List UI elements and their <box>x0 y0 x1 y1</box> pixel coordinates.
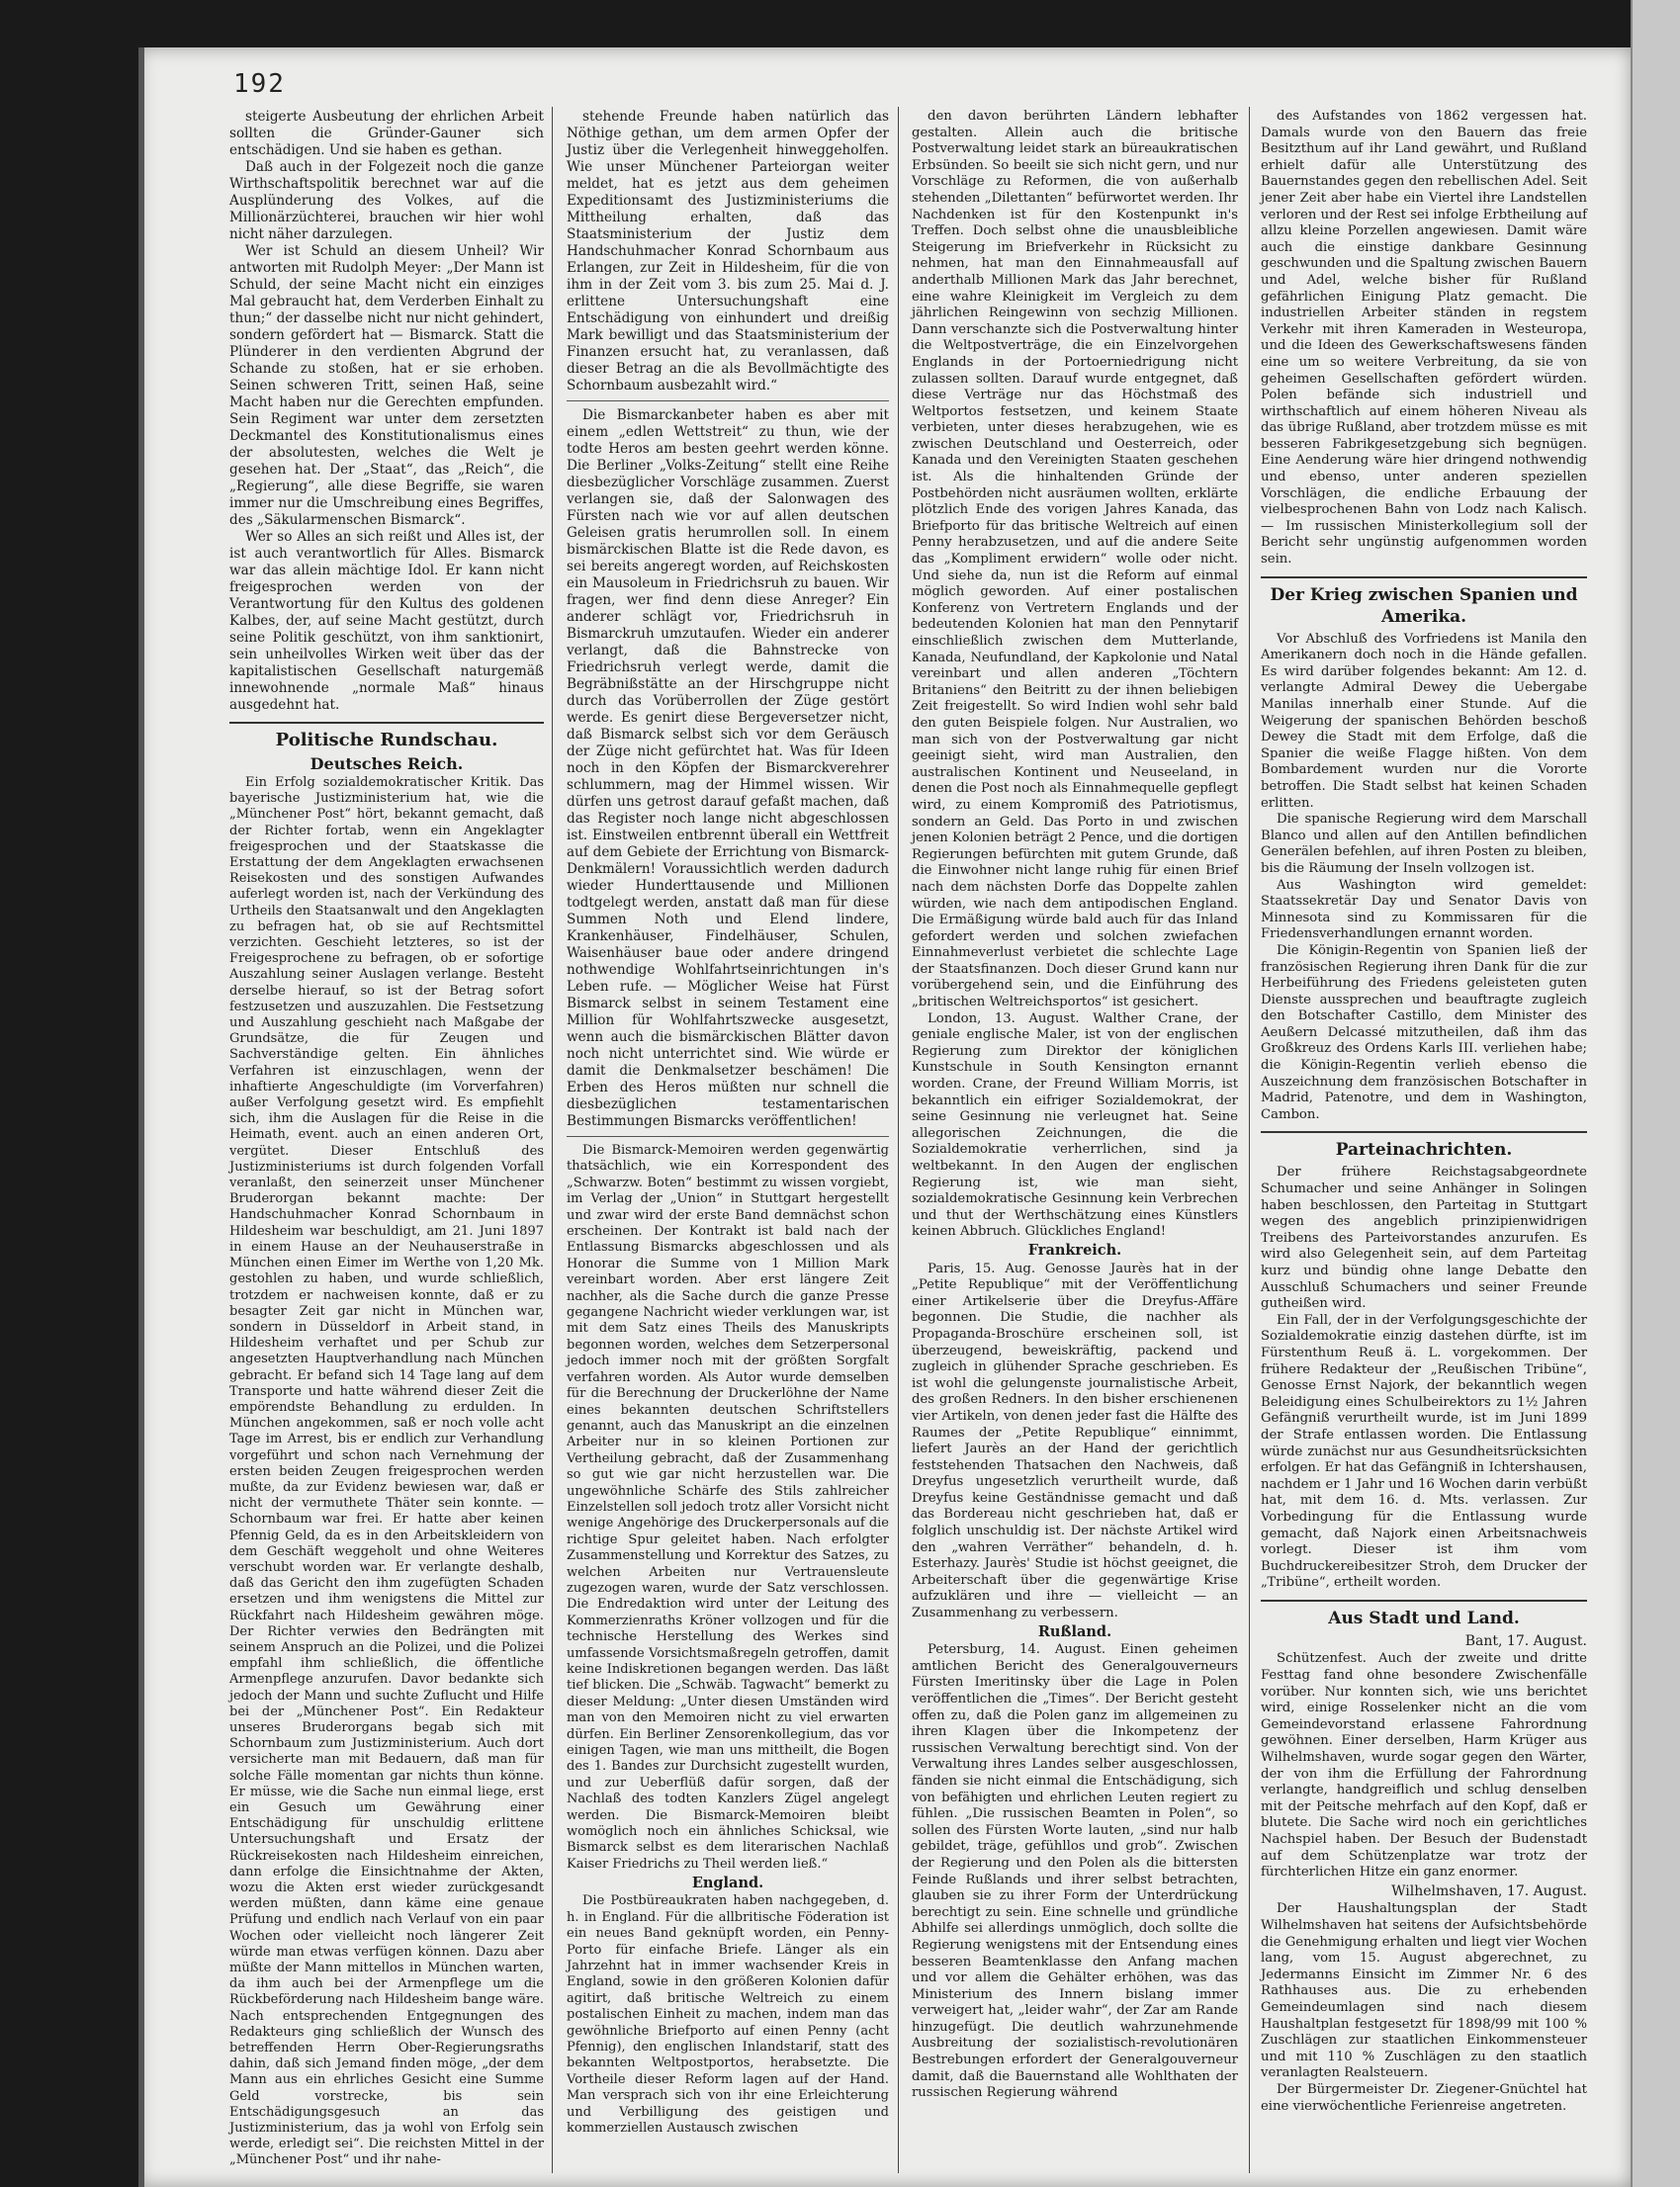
article-paragraph: Die Bismarckanbeter haben es aber mit einem „edlen Wettstreit“ zu thun, wie der todte Heros am besten geehrt werden könne. Die Berliner „Volks-Zeitung“ stellt eine Reihe diesbezüglicher Vorschläge zusammen. Zuerst verlangen sie, daß der Salonwagen des Fürsten nach wie vor auf allen deutschen Geleisen gratis herumrollen soll. In einem bismärckischen Blatte ist die Rede davon, es sei bereits angeregt worden, auf Reichskosten ein Mausoleum in Friedrichsruh zu bauen. Wir fragen, wer find denn diese Anreger? Ein anderer schlägt vor, Friedrichsruh in Bismarckruh umzutaufen. Wieder ein anderer verlangt, daß die Bahnstrecke von Friedrichsruh verlegt werde, damit die Begräbnißstätte an der Hirschgruppe nicht durch das Vorüberrollen der Züge gestört werde. Es genirt diese Bergeversetzer nicht, daß Bismarck selbst sich vor dem Geräusch der Züge nicht gefürchtet hat. Was für Ideen noch in den Köpfen der Bismarckverehrer schlummern, mag der Himmel wissen. Wir dürfen uns getrost darauf gefaßt machen, daß das Register noch lange nicht abgeschlossen ist. Einstweilen entbrennt überall ein Wettfreit auf dem Gebiete der Errichtung von Bismarck-Denkmälern! Voraussichtlich werden dadurch wieder Hunderttausende und Millionen todtgelegt werden, anstatt daß man für diese Summen Noth und Elend lindere, Krankenhäuser, Findelhäuser, Schulen, Waisenhäuser baue oder andere dringend nothwendige Wohlfahrtseinrichtungen in's Leben rufe. — Möglicher Weise hat Fürst Bismarck selbst in seinem Testament eine Million für Wohlfahrtszwecke ausgesetzt, wenn auch die bismärckischen Blätter davon noch nicht unterrichtet sind. Wie würde er damit die Denkmalsetzer beschämen! Die Erben des Heros müßten nur schnell die diesbezüglichen testamentarischen Bestimmungen Bismarcks veröffentlichen! <box>567 407 889 1129</box>
article-paragraph: Vor Abschluß des Vorfriedens ist Manila den Amerikanern doch noch in die Hände gefallen. Es wird darüber folgendes bekannt: Am 12. d. verlangte Admiral Dewey die Uebergabe Manilas innerhalb einer Stunde. Auf die Weigerung der spanischen Behörden beschoß Dewey die Stadt mit dem Erfolge, daß die Spanier die weiße Flagge hißten. Von dem Bombardement wurden nur die Vororte betroffen. Die Stadt selbst hat keinen Schaden erlitten. <box>1261 631 1587 811</box>
article-paragraph: Daß auch in der Folgezeit noch die ganze Wirthschaftspolitik berechnet war auf die Ausplünderung des Volkes, auf die Millionärzüchterei, brauchen wir hier wohl nicht näher darzulegen. <box>229 159 544 242</box>
article-divider <box>567 1136 889 1137</box>
section-divider <box>229 722 544 724</box>
column-2 <box>567 109 889 2137</box>
article-paragraph: Die Bismarck-Memoiren werden gegenwärtig thatsächlich, wie ein Korrespondent des „Schwarzw. Boten“ bestimmt zu wissen vorgiebt, im Verlag der „Union“ in Stuttgart hergestellt und zwar wird der erste Band demnächst schon erscheinen. Der Kontrakt ist bald nach der Entlassung Bismarcks abgeschlossen und als Honorar die Summe von 1 Million Mark vereinbart worden. Aber erst längere Zeit nachher, als die Sache durch die ganze Presse gegangene Nachricht wieder verklungen war, ist mit dem Satz eines Theils des Manuskripts begonnen worden, welches dem Setzerpersonal jedoch immer noch mit der größten Sorgfalt verfahren worden. Als Autor wurde demselben für die Berechnung der Druckerlöhne der Name eines bekannten deutschen Schriftstellers genannt, auch das Manuskript an die einzelnen Arbeiter nur in so kleinen Portionen zur Vertheilung gebracht, daß der Zusammenhang so gut wie gar nicht herzustellen war. Die ungewöhnliche Schärfe des Stils zahlreicher Einzelstellen soll jedoch trotz aller Vorsicht nicht wenige Angehörige des Druckerpersonals auf die richtige Spur geleitet haben. Nach erfolgter Zusammenstellung und Korrektur des Satzes, zu welchen Arbeiten nur Vertrauensleute zugezogen waren, wurde der Satz verschlossen. Die Endredaktion wird unter der Leitung des Kommerzienraths Kröner vollzogen und für die technische Herstellung des Werkes sind umfassende Vorsichtsmaßregeln getroffen, damit keine Indiskretionen begangen werden. Das läßt tief blicken. Die „Schwäb. Tagwacht“ bemerkt zu dieser Meldung: „Unter diesen Umständen wird man von den Memoiren nicht zu viel erwarten dürfen. Ein Berliner Zensorenkollegium, das vor einigen Tagen, wie man uns mittheilt, die Bogen des 1. Bandes zur Durchsicht zugestellt wurden, und zur Ueberflüß dafür sorgen, daß der Nachlaß des todten Kanzlers Zügel angelegt werden. Die Bismarck-Memoiren bleibt womöglich noch ein ähnliches Schicksal, wie Bismarck selbst es dem literarischen Nachlaß Kaiser Friedrichs zu Theil werden ließ.“ <box>567 1143 889 1872</box>
article-paragraph: Wer so Alles an sich reißt und Alles ist, der ist auch verantwortlich für Alles. Bismarck war das allein mächtige Idol. Er kann nicht freigesprochen werden von der Verantwortung für den Kultus des goldenen Kalbes, der, auf seine Macht gestützt, durch seine Politik geschützt, von ihm sanktionirt, sein unheilvolles Wirken weit über das der kapitalistischen Gesellschaft naturgemäß innewohnende „normale Maß“ hinaus ausgedehnt hat. <box>229 529 544 713</box>
article-paragraph: Petersburg, 14. August. Einen geheimen amtlichen Bericht des Generalgouverneurs Fürsten Imeritinsky über die Lage in Polen veröffentlichen die „Times“. Der Bericht gesteht offen zu, daß die Polen ganz im allgemeinen zu ihren Klagen über die Inkompetenz der russischen Verwaltung berechtigt sind. Von der Verwaltung ihres Landes selber ausgeschlossen, fänden sie nicht einmal die Entschädigung, sich von befähigten und ehrlichen Leuten regiert zu fühlen. „Die russischen Beamten in Polen“, so sollen des Fürsten Worte lauten, „sind nur halb gebildet, träge, gefühllos und grob“. Zwischen der Regierung und den Polen als die bittersten Feinde Rußlands und ihrer selbst betrachten, glauben sie zu ihrer Form der Unterdrückung berechtigt zu sein. Eine schnelle und gründliche Abhilfe sei allerdings unmöglich, doch sollte die Regierung wenigstens mit der Entsendung eines besseren Beamtenklasse den Anfang machen und vor allem die Gehälter erhöhen, was das Ministerium des Innern bislang immer verweigert hat, „leider wahr“, der Zar am Rande hinzugefügt. Die deutlich wahrzunehmende Ausbreitung der sozialistisch-revolutionären Bestrebungen erfordert der Generalgouverneur damit, daß die Bauernstand alle Wohlthaten der russischen Regierung während <box>912 1642 1238 2101</box>
section-title: Der Krieg zwischen Spanien und Amerika. <box>1270 584 1578 627</box>
article-paragraph: den davon berührten Ländern lebhafter gestalten. Allein auch die britische Postverwaltung leidet stark an büreaukratischen Erbsünden. So beeilt sie sich nicht gern, und nur Vorschläge zu Reformen, die von außerhalb stehenden „Dilettanten“ befürwortet werden. Ihr Nachdenken ist für den Kostenpunkt in's Treffen. Doch selbst ohne die unausbleibliche Steigerung im Briefverkehr in Rücksicht zu nehmen, hat man den Einnahmeausfall auf anderthalb Millionen Mark das Jahr berechnet, eine wahre Kleinigkeit im Vergleich zu dem jährlichen Reingewinn von sechzig Millionen. Dann verschanzte sich die Postverwaltung hinter die Weltpostverträge, die ein Einzelvorgehen Englands in der Portoerniedrigung nicht zulassen sollten. Darauf wurde entgegnet, daß diese Verträge nur das Höchstmaß des Weltportos festsetzen, und keinem Staate verbieten, unter dieses herabzugehen, wie es zwischen Deutschland und Oesterreich, oder Kanada und den Vereinigten Staaten geschehen ist. Als die hinhaltenden Gründe der Postbehörden nicht ausräumen wollten, erklärte plötzlich Ende des vorigen Jahres Kanada, das Briefporto für das britische Weltreich auf einen Penny herabzusetzen, und auf die andere Seite das „Kompliment erwidern“ wolle oder nicht. Und siehe da, nun ist die Reform auf einmal möglich geworden. Auf einer postalischen Konferenz von Vertretern Englands und der bedeutenden Kolonien hat man den Pennytarif einschließlich zwischen dem Mutterlande, Kanada, Neufundland, der Kapkolonie und Natal vereinbart und allen anderen „Töchtern Britaniens“ den Beitritt zu der ihnen beliebigen Zeit freigestellt. So wird Indien wohl sehr bald den guten Beispiele folgen. Nur Australien, wo man sich von der Postverwaltung gar nicht geeinigt sieht, wird man Australien, den australischen Kontinent und Neuseeland, in denen die Post noch als Einnahmequelle gepflegt wird, zu einem Kompromiß des Patriotismus, sondern an Geld. Das Porto in und zwischen jenen Kolonien beträgt 2 Pence, und die dortigen Regierungen befürchten mit gutem Grunde, daß die Einwohner nicht lange ruhig für einen Brief nach dem nächsten Dorfe das Doppelte zahlen würden, wie nach dem antipodischen England. Die Ermäßigung würde bald auch für das Inland gefordert werden und solchen zwiefachen Einnahmeverlust verbietet die schlechte Lage der Staatsfinanzen. Doch dieser Grund kann nur vorübergehend sein, und die Einführung des „britischen Weltreichsportos“ ist gesichert. <box>912 109 1238 1010</box>
column-1 <box>229 109 544 2169</box>
column-rule <box>898 107 899 2173</box>
article-paragraph: Der frühere Reichstagsabgeordnete Schumacher und seine Anhänger in Solingen haben beschlossen, den Parteitag in Stuttgart wegen des angeblich prinzipienwidrigen Treibens des Parteivorstandes anzurufen. Es wird also Gelegenheit sein, auf dem Parteitag kurz und bündig ohne lange Debatte den Ausschluß Schumachers und seiner Freunde gutheißen wird. <box>1261 1165 1587 1312</box>
dateline: Bant, 17. August. <box>1464 1632 1587 1649</box>
column-3 <box>912 109 1238 2102</box>
page-number: 192 <box>233 69 286 99</box>
article-paragraph: Die spanische Regierung wird dem Marschall Blanco und allen auf den Antillen befindlichen Generälen befehlen, auf ihren Posten zu bleiben, bis die Räumung der Inseln vollzogen ist. <box>1261 812 1587 876</box>
article-paragraph: Die Königin-Regentin von Spanien ließ der französischen Regierung ihren Dank für die zur Herbeiführung des Friedens geleisteten guten Dienste aussprechen und beauftragte zugleich den Botschafter Castillo, dem Minister des Aeußern Delcassé mitzutheilen, daß ihm das Großkreuz des Ordens Karls III. verliehen habe; die Königin-Regentin verlieh ebenso die Auszeichnung dem französischen Botschafter in Madrid, Patenotre, und dem in Washington, Cambon. <box>1261 942 1587 1122</box>
article-paragraph: Ein Fall, der in der Verfolgungsgeschichte der Sozialdemokratie einzig dastehen dürfte, ist im Fürstenthum Reuß ä. L. vorgekommen. Der frühere Redakteur der „Reußischen Tribüne“, Genosse Ernst Najork, der bekanntlich wegen Beleidigung eines Schulbeirektors zu 1½ Jahren Gefängniß verurtheilt wurde, ist im Juni 1899 der Strafe entlassen worden. Die Entlassung würde zunächst nur aus Gesundheitsrücksichten erfolgen. Er hat das Gefängniß in Ichtershausen, nachdem er 1 Jahr und 16 Wochen darin verbüßt hat, mit dem 16. d. Mts. verlassen. Zur Vorbedingung für die Entlassung wurde gemacht, daß Najork einen Arbeitsnachweis vorlegt. Dieser ist ihm vom Buchdruckereibesitzer Stroh, dem Drucker der „Tribüne“, ertheilt worden. <box>1261 1312 1587 1591</box>
dateline: Wilhelmshaven, 17. August. <box>1391 1882 1587 1899</box>
section-title: Aus Stadt und Land. <box>1328 1608 1520 1628</box>
section-title: Politische Rundschau. <box>275 730 498 750</box>
article-paragraph: Paris, 15. Aug. Genosse Jaurès hat in der „Petite Republique“ mit der Veröffentlichung einer Artikelserie über die Dreyfus-Affäre begonnen. Die Studie, die nachher als Propaganda-Broschüre erscheinen soll, ist überzeugend, beweiskräftig, packend und zugleich in glühender Sprache geschrieben. Es ist wohl die gelungenste journalistische Arbeit, des großen Redners. In den bisher erschienenen vier Artikeln, von denen jeder fast die Hälfte des Raumes der „Petite Republique“ einnimmt, liefert Jaurès an der Hand der gerichtlich feststehenden Thatsachen den Nachweis, daß Dreyfus ungesetzlich verurtheilt wurde, daß Dreyfus keine Geständnisse gemacht und daß das Bordereau nicht geschrieben hat, daß er folglich unschuldig ist. Der nächste Artikel wird den „wahren Verräther“ behandeln, d. h. Esterhazy. Jaurès' Studie ist höchst geeignet, die Arbeiterschaft über die gegenwärtige Krise aufzuklären und ihre — vielleicht — an Zusammenhang zu verbessern. <box>912 1261 1238 1621</box>
article-paragraph: stehende Freunde haben natürlich das Nöthige gethan, um dem armen Opfer der Justiz über die Verlegenheit hinweggeholfen. Wie unser Münchener Parteiorgan weiter meldet, hat es jetzt aus dem geheimen Expeditionsamt des Justizministeriums die Mittheilung erhalten, daß das Staatsministerium der Justiz dem Handschuhmacher Konrad Schornbaum aus Erlangen, zur Zeit in Hildesheim, für die von ihm in der Zeit vom 3. bis zum 25. Mai d. J. erlittene Untersuchungshaft eine Entschädigung von einhundert und dreißig Mark bewilligt und das Staatsministerium der Finanzen ersucht hat, zu veranlassen, daß dieser Betrag an die als Bevollmächtigte des Schornbaum ausbezahlt wird.“ <box>567 109 889 394</box>
article-paragraph: Der Haushaltungsplan der Stadt Wilhelmshaven hat seitens der Aufsichtsbehörde die Genehmigung erhalten und liegt vier Wochen lang, vom 15. August abgerechnet, zu Jedermanns Einsicht im Zimmer Nr. 6 des Rathhauses aus. Die zu erhebenden Gemeindeumlagen sind nach diesem Haushaltplan festgesetzt für 1898/99 mit 100 % Zuschlägen zur staatlichen Einkommensteuer und mit 110 % Zuschlägen zu den staatlich veranlagten Realsteuern. <box>1261 1901 1587 2081</box>
article-paragraph: Schützenfest. Auch der zweite und dritte Festtag fand ohne besondere Zwischenfälle vorüber. Nur konnten sich, wie uns berichtet wird, einige Rosselenker nicht an die vom Gemeindevorstand erlassene Fahrordnung gewöhnen. Einer derselben, Harm Krüger aus Wilhelmshaven, wurde sogar gegen den Wärter, der von ihm die Erfüllung der Fahrordnung verlangte, handgreiflich und schlug denselben mit der Peitsche mehrfach auf den Kopf, daß er blutete. Die Sache wird noch ein gerichtliches Nachspiel haben. Der Besuch der Budenstadt auf dem Schützenplatze war trotz der fürchterlichen Hitze ein ganz enormer. <box>1261 1651 1587 1881</box>
article-paragraph: Aus Washington wird gemeldet: Staatssekretär Day und Senator Davis von Minnesota sind zu Kommissaren für die Friedensverhandlungen ernannt worden. <box>1261 877 1587 942</box>
subsection-title: Deutsches Reich. <box>309 754 464 773</box>
section-divider <box>1261 1600 1587 1602</box>
article-paragraph: steigerte Ausbeutung der ehrlichen Arbeit sollten die Gründer-Gauner sich entschädigen. Und sie haben es gethan. <box>229 109 544 158</box>
article-divider <box>567 400 889 401</box>
column-rule <box>552 107 553 2173</box>
subsection-title: Frankreich. <box>1027 1241 1122 1259</box>
column-4 <box>1261 109 1587 2115</box>
section-divider <box>1261 576 1587 578</box>
page-right-edge <box>1631 0 1680 2187</box>
page-left-edge <box>138 47 144 2187</box>
subsection-title: Rußland. <box>1037 1622 1112 1640</box>
article-paragraph: Der Bürgermeister Dr. Ziegener-Gnüchtel hat eine vierwöchentliche Ferienreise angetreten. <box>1261 2081 1587 2114</box>
column-rule <box>1249 107 1250 2173</box>
article-paragraph: des Aufstandes von 1862 vergessen hat. Damals wurde von den Bauern das freie Besitzthum auf ihr Land gewährt, und Rußland erhielt dafür alle Unterstützung des Bauernstandes gegen den rebellischen Adel. Seit jener Zeit aber habe ein Viertel ihre Landstellen verloren und der Rest sei infolge Erbtheilung auf allzu kleine Porzellen angewiesen. Damit wäre auch die einstige dankbare Gesinnung geschwunden und die Spaltung zwischen Bauern und Adel, welche bisher für Rußland gefährlichen Einigung Platz gemacht. Die industriellen Arbeiter ständen in regstem Verkehr mit ihren Kameraden in Westeuropa, und die Ideen des Gewerkschaftswesens fänden eine um so weitere Verbreitung, da sie von geheimen Gesellschaften gefördert würden. Polen befände sich industriell und wirthschaftlich auf einem höheren Niveau als das übrige Rußland, aber trotzdem müsse es mit besseren Fabrikgesetzgebung sich begnügen. Eine Aenderung wäre hier dringend nothwendig und ebenso, unter anderen speziellen Vorschlägen, die endliche Erbauung der vielbesprochenen Bahn von Lodz nach Kalisch. — Im russischen Ministerkollegium soll der Bericht sehr ungünstig aufgenommen worden sein. <box>1261 109 1587 568</box>
article-paragraph: Die Postbüreaukraten haben nachgegeben, d. h. in England. Für die allbritische Föderation ist ein neues Band geknüpft worden, ein Penny-Porto für einfache Briefe. Länger als ein Jahrzehnt hat in immer wachsender Kreis in England, sowie in den größeren Kolonien dafür agitirt, daß britische Weltreich zu einem postalischen Einheit zu machen, indem man das gewöhnliche Briefporto auf einen Penny (acht Pfennig), den englischen Inlandstarif, statt des bekannten Weltpostportos, herabsetzte. Die Vortheile dieser Reform lagen auf der Hand. Man versprach sich von ihr eine Erleichterung und Verbilligung des geistigen und kommerziellen Austausch zwischen <box>567 1893 889 2136</box>
article-paragraph: Ein Erfolg sozialdemokratischer Kritik. Das bayerische Justizministerium hat, wie die „Münchener Post“ hört, bekannt gemacht, daß der Richter fortab, wenn ein Angeklagter freigesprochen und der Staatskasse die Erstattung der dem Angeklagten erwachsenen Reisekosten und des sonstigen Aufwandes auferlegt worden ist, nach der Verkündung des Urtheils den Staatsanwalt und den Angeklagten zu befragen hat, ob sie auf Rechtsmittel verzichten. Geschieht letzteres, so ist der Freigesprochene zu befragen, ob er sofortige Auszahlung seiner Auslagen verlange. Besteht derselbe hierauf, so ist der Betrag sofort festzusetzen und auszuzahlen. Die Festsetzung und Auszahlung geschieht nach Maßgabe der Grundsätze, die für Zeugen und Sachverständige gelten. Ein ähnliches Verfahren ist einzuschlagen, wenn der inhaftierte Angeschuldigte (im Vorverfahren) außer Verfolgung gesetzt wird. Es empfiehlt sich, ihm die Auslagen für die Reise in die Heimath, event. auch an einen anderen Ort, vergütet. Dieser Entschluß des Justizministeriums ist durch folgenden Vorfall veranlaßt, den seinerzeit unser Münchener Bruderorgan bekannt machte: Der Handschuhmacher Konrad Schornbaum in Hildesheim war beschuldigt, am 21. Juni 1897 in einem Hause an der Neuhauserstraße in München einen Eimer im Werthe von 1,20 Mk. gestohlen zu haben, und wurde schließlich, trotzdem er nachweisen konnte, daß er zu besagter Zeit gar nicht in München war, sondern in Düsseldorf in Arbeit stand, in Hildesheim verhaftet und per Schub zur angesetzten Hauptverhandlung nach München gebracht. Er befand sich 14 Tage lang auf dem Transporte und hatte während dieser Zeit die empörendste Behandlung zu erdulden. In München angekommen, saß er noch volle acht Tage im Arrest, bis er endlich zur Verhandlung vorgeführt und schon nach Vernehmung der ersten beiden Zeugen freigesprochen werden mußte, da zur Evidenz bewiesen war, daß er nicht der vermuthete Thäter sein konnte. — Schornbaum war frei. Er hatte aber keinen Pfennig Geld, da es in den Arbeitskleidern von dem Geschäft weggeholt und ohne Weiteres verschubt worden war. Er verlangte deshalb, daß das Gericht den ihm zugefügten Schaden ersetzen und ihm wenigstens die Mittel zur Rückfahrt nach Hildesheim gewähren möge. Der Richter verwies den Bedrängten mit seinem Anspruch an die Polizei, und die Polizei empfahl ihm schließlich, die öffentliche Armenpflege anzurufen. Davor bedankte sich jedoch der Mann und suchte Zuflucht und Hilfe bei der „Münchener Post“. Ein Redakteur unseres Bruderorgans begab sich mit Schornbaum zum Justizministerium. Auch dort versicherte man mit Bedauern, daß man für solche Fälle momentan gar nichts thun könne. Er müsse, wie die Sache nun einmal liege, erst ein Gesuch um Gewährung einer Entschädigung für unschuldig erlittene Untersuchungshaft und Ersatz der Rückreisekosten nach Hildesheim einreichen, dann erfolge die Einsichtnahme der Akten, wozu die Akten erst wieder zurückgesandt werden müßten, dann käme eine genaue Prüfung und endlich nach Verlauf von ein paar Wochen oder vielleicht noch längerer Zeit würde man etwas verfügen können. Dazu aber müßte der Mann mittellos in München warten, da ihm auch bei der Armenpflege um die Rückbeförderung nach Hildesheim bange wäre. Nach entsprechenden Entgegnungen des Redakteurs ging schließlich der Wunsch des betreffenden Herrn Ober-Regierungsraths dahin, daß sich Jemand finden möge, „der dem Mann aus ein ehrliches Gesicht eine Summe Geld vorstrecke, bis sein Entschädigungsgesuch an das Justizministerium, das ja wohl von Erfolg sein werde, erledigt sei“. Die reichsten Mittel in der „Münchener Post“ und ihr nahe- <box>229 775 544 2168</box>
section-title: Parteinachrichten. <box>1335 1140 1513 1161</box>
subsection-title: England. <box>691 1875 764 1892</box>
section-divider <box>1261 1131 1587 1133</box>
article-paragraph: London, 13. August. Walther Crane, der geniale englische Maler, ist von der englischen Regierung zum Direktor der königlichen Kunstschule in South Kensington ernannt worden. Crane, der Freund William Morris, ist bekanntlich ein eifriger Sozialdemokrat, der seine Gesinnung nie verleugnet hat. Seine allegorischen Zeichnungen, die die Sozialdemokratie verherrlichen, sind ja weltbekannt. In den Augen der englischen Regierung ist, wie man sieht, sozialdemokratische Gesinnung kein Verbrechen und thut der Werthschätzung eines Künstlers keinen Abbruch. Glückliches England! <box>912 1010 1238 1240</box>
article-paragraph: Wer ist Schuld an diesem Unheil? Wir antworten mit Rudolph Meyer: „Der Mann ist Schuld, der seine Macht nicht ein einziges Mal gebraucht hat, dem Verderben Einhalt zu thun;“ der dasselbe nicht nur nicht gehindert, sondern gefördert hat — Bismarck. Statt die Plünderer in den verdienten Abgrund der Schande zu stoßen, hat er sie erhoben. Seinen schweren Tritt, seinen Haß, seine Macht haben nur die Gerechten empfunden. Sein Regiment war unter dem zersetzten Deckmantel des Konstitutionalismus eines der absolutesten, welches die Welt je gesehen hat. Der „Staat“, das „Reich“, die „Regierung“, alle diese Begriffe, sie waren immer nur die Umschreibung eines Begriffes, des „Säkularmenschen Bismarck“. <box>229 243 544 528</box>
